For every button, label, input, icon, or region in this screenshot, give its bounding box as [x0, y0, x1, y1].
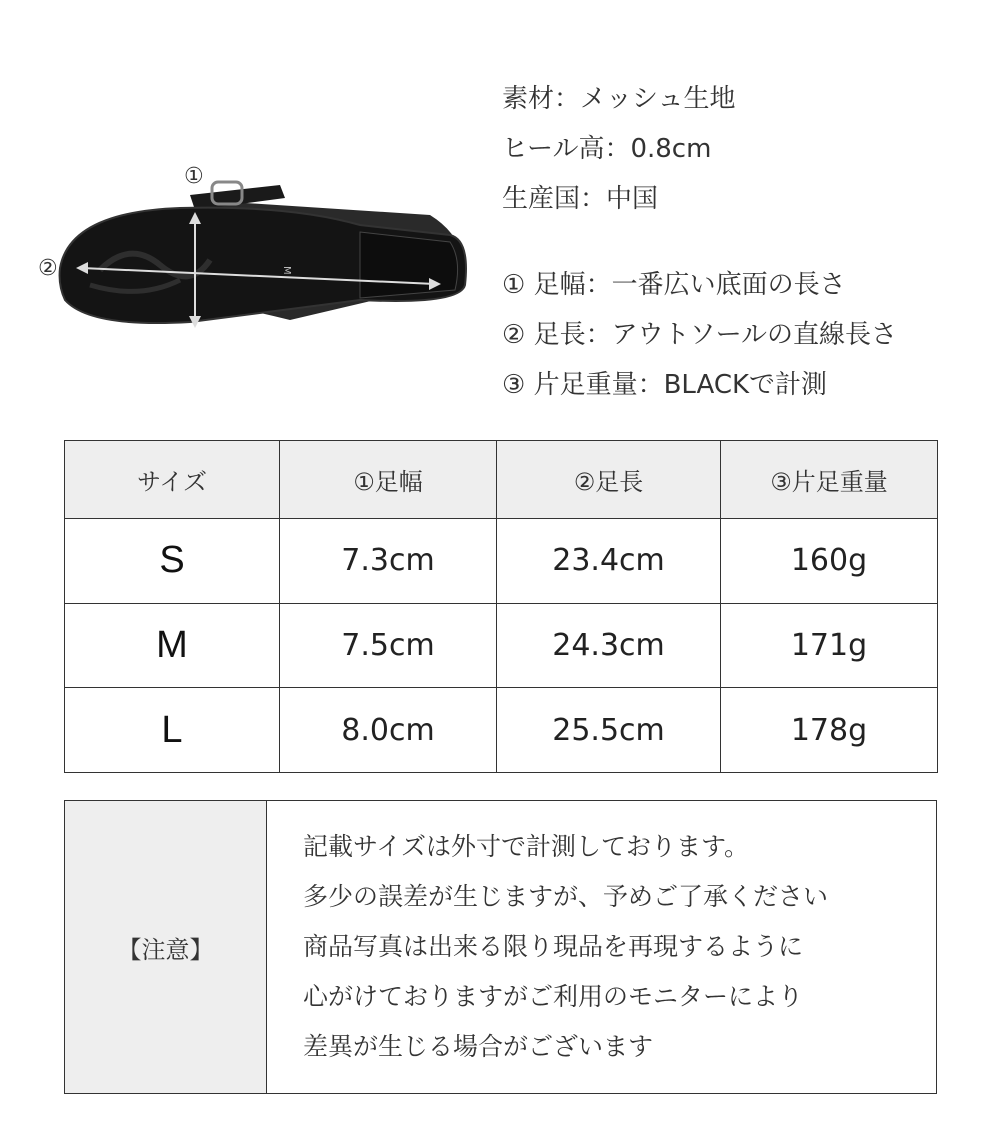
spec-material: 素材：メッシュ生地: [502, 84, 736, 114]
header-width: ①足幅: [280, 441, 497, 519]
spec-origin: 生産国：中国: [502, 184, 659, 214]
definition-width: ① 足幅：一番広い底面の長さ: [502, 270, 846, 300]
size-cell: M: [65, 603, 280, 688]
width-cell: 7.3cm: [280, 519, 497, 604]
note-line: 商品写真は出来る限り現品を再現するように: [303, 932, 804, 961]
shoe-sole-illustration: [30, 150, 480, 350]
size-cell: L: [65, 688, 280, 773]
table-header-row: [65, 441, 938, 519]
heel-block: [360, 232, 458, 298]
weight-cell: 178g: [721, 688, 938, 773]
spec-heel-height: ヒール高：0.8cm: [502, 134, 712, 164]
definition-weight: ③ 片足重量：BLACKで計測: [502, 370, 828, 400]
table-row: [65, 519, 938, 604]
note-body: [267, 801, 937, 1094]
note-label: 【注意】: [65, 801, 267, 1094]
table-row: [65, 603, 938, 688]
note-line: 多少の誤差が生じますが、予めご了承ください: [303, 882, 829, 911]
header-weight: ③片足重量: [721, 441, 938, 519]
note-table: [64, 800, 937, 1094]
spec-list: [502, 74, 897, 410]
note-line: 差異が生じる場合がございます: [303, 1032, 654, 1061]
length-cell: 24.3cm: [497, 603, 721, 688]
weight-cell: 160g: [721, 519, 938, 604]
size-stamp: M: [281, 266, 292, 275]
marker-width: ①: [184, 164, 204, 189]
table-row: [65, 688, 938, 773]
note-line: 心がけておりますがご利用のモニターにより: [303, 982, 804, 1011]
shoe-sole-figure: [30, 150, 480, 350]
header-length: ②足長: [497, 441, 721, 519]
width-cell: 8.0cm: [280, 688, 497, 773]
header-size: サイズ: [65, 441, 280, 519]
width-cell: 7.5cm: [280, 603, 497, 688]
length-cell: 25.5cm: [497, 688, 721, 773]
size-cell: S: [65, 519, 280, 604]
note-line: 記載サイズは外寸で計測しております。: [303, 832, 750, 861]
length-cell: 23.4cm: [497, 519, 721, 604]
definition-length: ② 足長：アウトソールの直線長さ: [502, 320, 898, 350]
size-table: [64, 440, 938, 773]
weight-cell: 171g: [721, 603, 938, 688]
marker-length: ②: [38, 256, 58, 281]
